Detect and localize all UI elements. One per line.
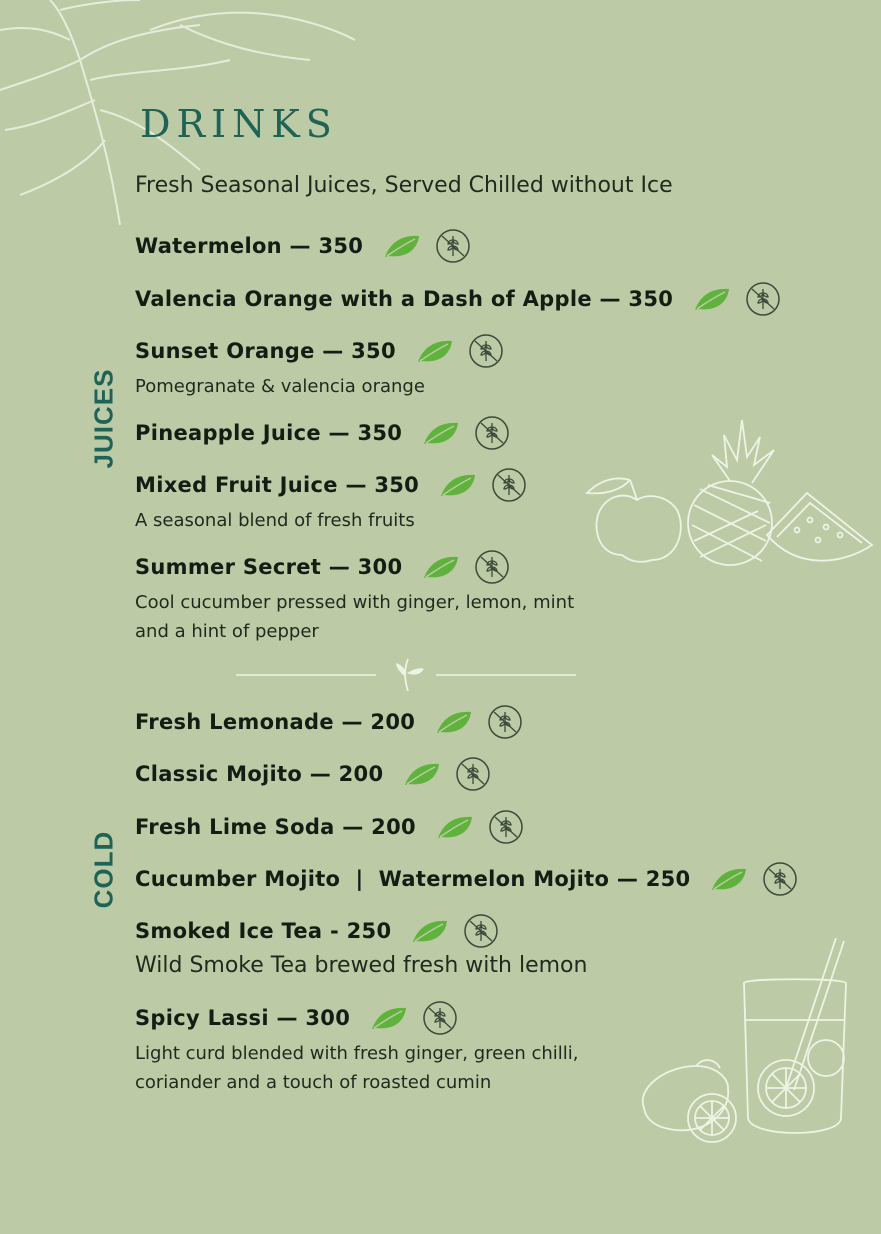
description-line: and a hint of pepper <box>135 621 319 642</box>
section-label-cold: COLD <box>88 830 119 909</box>
menu-item-spicy-lassi <box>135 1000 875 1097</box>
gluten-free-icon <box>745 281 781 317</box>
item-name: Fresh Lemonade — 200 <box>135 710 416 734</box>
item-description: A seasonal blend of fresh fruits <box>135 510 415 531</box>
gluten-free-icon <box>463 913 499 949</box>
menu-item-sunset-orange <box>135 333 875 401</box>
leaf-icon <box>403 761 441 787</box>
gluten-free-icon <box>455 756 491 792</box>
menu-item-watermelon <box>135 228 875 264</box>
item-name: Smoked Ice Tea - 250 <box>135 919 392 943</box>
menu-item-smoked-ice-tea <box>135 913 875 980</box>
item-name: Valencia Orange with a Dash of Apple — 350 <box>135 287 674 311</box>
menu-item-classic-mojito <box>135 756 875 792</box>
item-name: Summer Secret — 300 <box>135 555 403 579</box>
description-line: coriander and a touch of roasted cumin <box>135 1072 492 1093</box>
item-name: Fresh Lime Soda — 200 <box>135 815 416 839</box>
leaf-icon <box>693 286 731 312</box>
leaf-icon <box>710 866 748 892</box>
gluten-free-icon <box>488 809 524 845</box>
section-divider <box>236 655 576 695</box>
gluten-free-icon <box>468 333 504 369</box>
menu-item-pineapple-juice <box>135 415 875 451</box>
leaf-icon <box>416 338 454 364</box>
leaf-icon <box>436 814 474 840</box>
item-name: Classic Mojito — 200 <box>135 762 384 786</box>
item-name: Mixed Fruit Juice — 350 <box>135 473 420 497</box>
gluten-free-icon <box>474 549 510 585</box>
item-description: Wild Smoke Tea brewed fresh with lemon <box>135 953 588 978</box>
gluten-free-icon <box>474 415 510 451</box>
gluten-free-icon <box>491 467 527 503</box>
item-name: Cucumber Mojito | Watermelon Mojito — 250 <box>135 867 691 891</box>
gluten-free-icon <box>422 1000 458 1036</box>
item-name: Watermelon — 350 <box>135 234 364 258</box>
menu-item-fresh-lemonade <box>135 704 875 740</box>
page-subtitle: Fresh Seasonal Juices, Served Chilled without Ice <box>135 173 673 198</box>
leaf-icon <box>422 554 460 580</box>
section-label-juices: JUICES <box>88 368 119 469</box>
item-description <box>135 1039 875 1097</box>
leaf-icon <box>435 709 473 735</box>
leaf-icon <box>370 1005 408 1031</box>
leaf-icon <box>411 918 449 944</box>
item-name: Pineapple Juice — 350 <box>135 421 403 445</box>
description-line: Light curd blended with fresh ginger, green chilli, <box>135 1043 579 1064</box>
menu-item-valencia-orange <box>135 281 875 317</box>
leaf-icon <box>422 420 460 446</box>
gluten-free-icon <box>487 704 523 740</box>
leaf-icon <box>383 233 421 259</box>
menu-item-summer-secret <box>135 549 875 646</box>
gluten-free-icon <box>762 861 798 897</box>
sprout-icon <box>396 659 424 691</box>
item-name: Spicy Lassi — 300 <box>135 1006 351 1030</box>
menu-item-fresh-lime-soda <box>135 809 875 845</box>
menu-item-mixed-fruit-juice <box>135 467 875 535</box>
description-line: Cool cucumber pressed with ginger, lemon, mint <box>135 592 575 613</box>
leaf-icon <box>439 472 477 498</box>
item-description <box>135 588 875 646</box>
item-description: Pomegranate & valencia orange <box>135 376 425 397</box>
gluten-free-icon <box>435 228 471 264</box>
menu-item-mojito-duo <box>135 861 875 897</box>
page-title: DRINKS <box>140 102 338 146</box>
item-name: Sunset Orange — 350 <box>135 339 396 363</box>
